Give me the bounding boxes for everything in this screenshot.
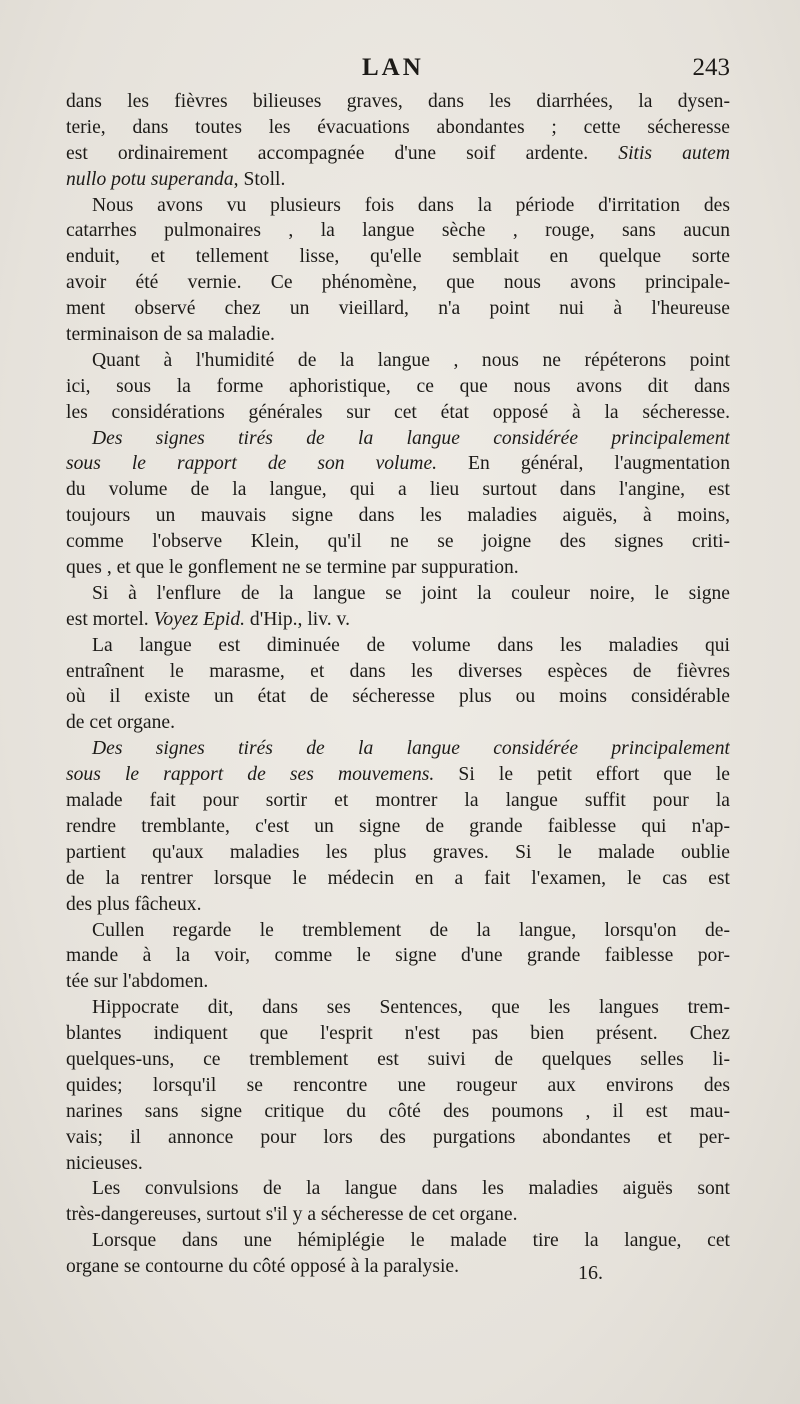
text-line — [66, 348, 730, 374]
text-segment: Si à l'enflure de la langue se joint la couleur noire, le signe — [92, 582, 730, 604]
text-line — [66, 866, 730, 892]
text-segment: nicieuses. — [66, 1152, 143, 1174]
text-segment: Cullen regarde le tremblement de la langue, lorsqu'on de- — [92, 919, 730, 941]
text-line — [66, 141, 730, 167]
text-segment: très-dangereuses, surtout s'il y a sécheresse de cet organe. — [66, 1204, 518, 1226]
text-segment: est ordinairement accompagnée d'une soif ardente. — [66, 142, 619, 164]
text-line — [66, 193, 730, 219]
text-segment: enduit, et tellement lisse, qu'elle semblait en quelque sorte — [66, 246, 730, 268]
text-line — [66, 969, 730, 995]
text-line — [66, 918, 730, 944]
text-line — [66, 167, 730, 193]
text-segment: En général, l'augmentation — [437, 453, 730, 475]
text-line — [66, 659, 730, 685]
text-segment: partient qu'aux maladies les plus graves. Si le malade oublie — [66, 841, 730, 863]
text-line — [66, 89, 730, 115]
text-line — [66, 943, 730, 969]
text-segment: les considérations générales sur cet état opposé à la sécheresse. — [66, 401, 730, 423]
text-line — [66, 555, 730, 581]
text-line — [66, 503, 730, 529]
running-head: LAN — [362, 54, 424, 81]
text-segment: narines sans signe critique du côté des poumons , il est mau- — [66, 1100, 730, 1122]
text-segment: dans les fièvres bilieuses graves, dans les diarrhées, la dysen- — [66, 91, 730, 112]
italic-text: Des signes tirés de la langue considérée principalement — [92, 427, 730, 449]
text-segment: de la rentrer lorsque le médecin en a fait l'examen, le cas est — [66, 867, 730, 889]
text-line — [66, 736, 730, 762]
text-segment: quides; lorsqu'il se rencontre une rougeur aux environs des — [66, 1074, 730, 1096]
text-line — [66, 1176, 730, 1202]
text-line — [66, 581, 730, 607]
text-line — [66, 296, 730, 322]
text-segment: organe se contourne du côté opposé à la paralysie. — [66, 1256, 460, 1278]
text-line — [66, 374, 730, 400]
text-line — [66, 115, 730, 141]
text-line — [66, 218, 730, 244]
text-line — [66, 451, 730, 477]
text-segment: ici, sous la forme aphoristique, ce que nous avons dit dans — [66, 375, 730, 397]
text-segment: du volume de la langue, qui a lieu surtout dans l'angine, est — [66, 479, 730, 501]
text-line — [66, 477, 730, 503]
text-segment: blantes indiquent que l'esprit n'est pas bien présent. Chez — [66, 1023, 730, 1045]
signature-mark: 16. — [578, 1262, 603, 1284]
text-line — [66, 684, 730, 710]
body-text — [66, 89, 730, 1280]
text-line — [66, 1228, 730, 1254]
text-segment: Hippocrate dit, dans ses Sentences, que les langues trem- — [92, 997, 730, 1019]
text-line — [66, 426, 730, 452]
text-segment: est mortel. — [66, 608, 154, 630]
text-line — [66, 1202, 730, 1228]
text-line — [66, 400, 730, 426]
text-line — [66, 244, 730, 270]
text-segment: La langue est diminuée de volume dans les maladies qui — [92, 634, 730, 656]
italic-text: Sitis autem — [618, 142, 730, 164]
text-segment: d'Hip., liv. v. — [245, 608, 350, 630]
text-segment: Les convulsions de la langue dans les maladies aiguës sont — [92, 1178, 730, 1200]
text-line — [66, 840, 730, 866]
text-line — [66, 529, 730, 555]
text-segment: toujours un mauvais signe dans les maladies aiguës, à moins, — [66, 505, 730, 527]
text-line — [66, 1047, 730, 1073]
text-line — [66, 633, 730, 659]
text-segment: Si le petit effort que le — [434, 764, 730, 786]
text-segment: ques , et que le gonflement ne se termine par suppuration. — [66, 557, 519, 579]
text-line — [66, 1021, 730, 1047]
italic-text: Des signes tirés de la langue considérée principalement — [92, 738, 730, 760]
text-line — [66, 1099, 730, 1125]
text-segment: comme l'observe Klein, qu'il ne se joigne des signes criti- — [66, 531, 730, 553]
text-segment: des plus fâcheux. — [66, 893, 202, 915]
text-line — [66, 1254, 730, 1280]
text-segment: Nous avons vu plusieurs fois dans la période d'irritation des — [92, 194, 730, 216]
italic-text: Voyez Epid. — [153, 608, 246, 630]
text-line — [66, 892, 730, 918]
text-line — [66, 762, 730, 788]
italic-text: sous le rapport de ses mouvemens. — [66, 764, 435, 786]
text-segment: tée sur l'abdomen. — [66, 971, 209, 993]
text-segment: où il existe un état de sécheresse plus ou moins considérable — [66, 686, 730, 708]
text-line — [66, 788, 730, 814]
text-segment: mande à la voir, comme le signe d'une grande faiblesse por- — [66, 945, 730, 967]
text-segment: terie, dans toutes les évacuations abondantes ; cette sécheresse — [66, 116, 730, 138]
text-segment: ment observé chez un vieillard, n'a point nui à l'heureuse — [66, 298, 730, 320]
text-segment: Quant à l'humidité de la langue , nous ne répéterons point — [92, 349, 730, 371]
text-line — [66, 1151, 730, 1177]
text-segment: catarrhes pulmonaires , la langue sèche , rouge, sans aucun — [66, 220, 730, 242]
text-segment: avoir été vernie. Ce phénomène, que nous avons principale- — [66, 272, 730, 294]
text-segment: quelques-uns, ce tremblement est suivi de quelques selles li- — [66, 1048, 730, 1070]
text-segment: Lorsque dans une hémiplégie le malade tire la langue, cet — [92, 1230, 730, 1252]
text-segment: entraînent le marasme, et dans les diverses espèces de fièvres — [66, 660, 730, 682]
text-line — [66, 814, 730, 840]
text-segment: terminaison de sa maladie. — [66, 324, 275, 346]
text-line — [66, 270, 730, 296]
text-line — [66, 1073, 730, 1099]
text-line — [66, 1125, 730, 1151]
text-segment: rendre tremblante, c'est un signe de grande faiblesse qui n'ap- — [66, 815, 730, 837]
text-segment: de cet organe. — [66, 712, 175, 734]
text-segment: malade fait pour sortir et montrer la langue suffit pour la — [66, 790, 730, 812]
text-segment: vais; il annonce pour lors des purgations abondantes et per- — [66, 1126, 730, 1148]
text-line — [66, 710, 730, 736]
italic-text: sous le rapport de son volume. — [66, 453, 438, 475]
text-line — [66, 995, 730, 1021]
page-header — [0, 54, 800, 88]
page-number: 243 — [692, 54, 730, 81]
text-line — [66, 607, 730, 633]
text-line — [66, 322, 730, 348]
text-segment: , Stoll. — [233, 168, 286, 190]
italic-text: nullo potu superanda — [66, 168, 234, 190]
